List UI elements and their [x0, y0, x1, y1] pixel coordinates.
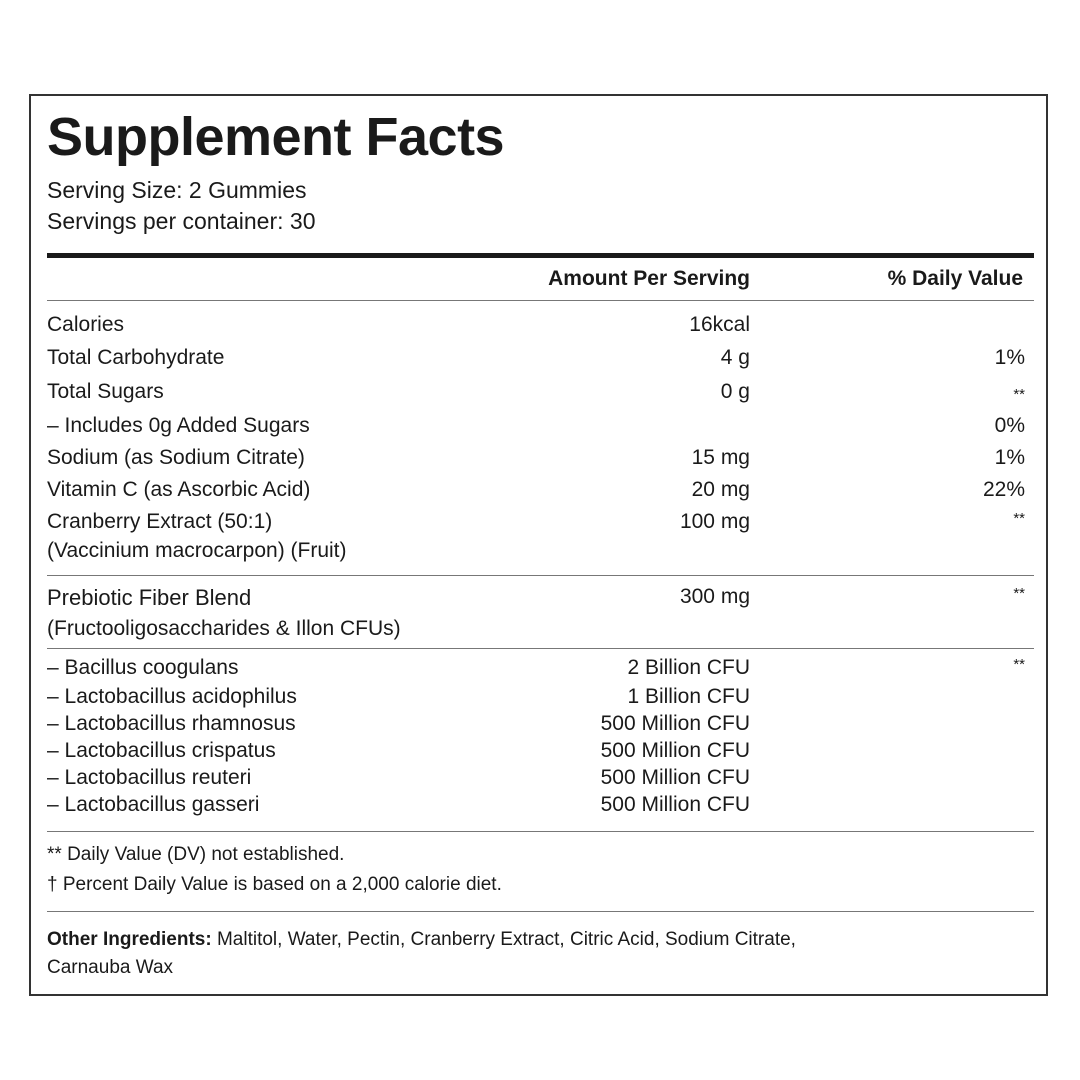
row-label: Total Sugars — [47, 380, 164, 403]
row-label: – Includes 0g Added Sugars — [47, 414, 310, 437]
row-label: Total Carbohydrate — [47, 346, 225, 369]
row-dv: 1% — [994, 446, 1025, 469]
strain-dv: ** — [1013, 656, 1025, 673]
row-label: Vitamin C (as Ascorbic Acid) — [47, 478, 311, 501]
row-amount: 4 g — [720, 346, 750, 369]
divider — [47, 911, 1034, 912]
row-dv: 22% — [982, 478, 1025, 501]
blend-dv: ** — [1013, 585, 1025, 602]
row-label: Cranberry Extract (50:1) — [47, 510, 273, 533]
divider — [47, 575, 1034, 576]
divider — [47, 831, 1034, 832]
row-amount: 20 mg — [691, 478, 750, 501]
row-dv: ** — [1013, 386, 1025, 403]
serving-size: Serving Size: 2 Gummies — [47, 177, 307, 203]
blend-amount: 300 mg — [679, 585, 750, 608]
strain-label: – Lactobacillus gasseri — [47, 793, 260, 816]
row-dv: 0% — [994, 414, 1025, 437]
blend-sublabel: (Fructooligosaccharides & Illon CFUs) — [47, 617, 401, 640]
row-sublabel: (Vaccinium macrocarpon) (Fruit) — [47, 539, 347, 562]
row-label: Calories — [47, 313, 125, 336]
divider — [47, 300, 1034, 301]
strain-amount: 500 Million CFU — [600, 766, 750, 789]
strain-label: – Lactobacillus rhamnosus — [47, 712, 296, 735]
row-amount: 16kcal — [689, 313, 750, 336]
strain-amount: 2 Billion CFU — [627, 656, 750, 679]
header-daily-value: % Daily Value — [887, 267, 1023, 290]
strain-label: – Lactobacillus reuteri — [47, 766, 252, 789]
other-ingredients-text-cont: Carnauba Wax — [47, 957, 174, 978]
strain-label: – Bacillus coogulans — [47, 656, 239, 679]
strain-label: – Lactobacillus crispatus — [47, 739, 276, 762]
strain-amount: 500 Million CFU — [600, 739, 750, 762]
divider — [47, 648, 1034, 649]
row-label: Sodium (as Sodium Citrate) — [47, 446, 305, 469]
strain-amount: 500 Million CFU — [600, 712, 750, 735]
page-title: Supplement Facts — [47, 107, 505, 167]
row-dv: ** — [1013, 510, 1025, 527]
blend-label: Prebiotic Fiber Blend — [47, 585, 252, 610]
other-ingredients-text: Maltitol, Water, Pectin, Cranberry Extract, Citric Acid, Sodium Citrate, — [211, 929, 796, 950]
footnote-calorie: † Percent Daily Value is based on a 2,000 calorie diet. — [47, 874, 502, 895]
row-dv: 1% — [994, 346, 1025, 369]
servings-per-container: Servings per container: 30 — [47, 208, 316, 234]
divider-thick — [47, 253, 1034, 258]
other-ingredients — [47, 929, 796, 951]
other-ingredients-label: Other Ingredients: — [47, 929, 212, 950]
strain-amount: 1 Billion CFU — [627, 685, 750, 708]
header-amount: Amount Per Serving — [548, 267, 750, 290]
strain-amount: 500 Million CFU — [600, 793, 750, 816]
row-amount: 0 g — [720, 380, 750, 403]
row-amount: 15 mg — [691, 446, 750, 469]
row-amount: 100 mg — [679, 510, 750, 533]
strain-label: – Lactobacillus acidophilus — [47, 685, 297, 708]
footnote-dv: ** Daily Value (DV) not established. — [47, 844, 345, 865]
